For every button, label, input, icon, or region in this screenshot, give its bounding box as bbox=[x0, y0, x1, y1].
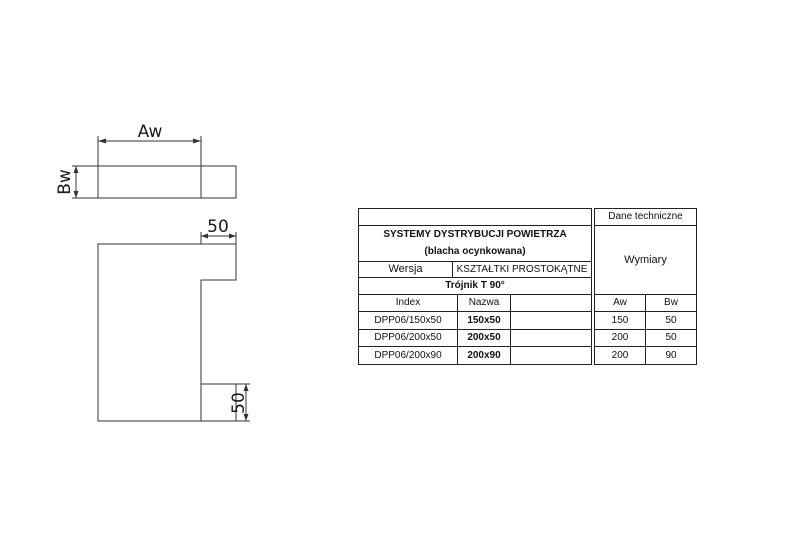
cross-section-outline bbox=[98, 166, 236, 198]
system-title: SYSTEMY DYSTRYBUCJI POWIETRZA bbox=[383, 228, 567, 240]
row-index: DPP06/200x90 bbox=[374, 349, 442, 361]
product-name: Trójnik T 90° bbox=[445, 280, 505, 292]
tee-outline bbox=[98, 244, 236, 421]
row-nazwa: 200x90 bbox=[467, 349, 501, 361]
row-index: DPP06/200x50 bbox=[374, 332, 442, 344]
wersja-value: KSZTAŁTKI PROSTOKĄTNE bbox=[456, 263, 588, 275]
material-label: (blacha ocynkowana) bbox=[424, 246, 526, 258]
header-bw: Bw bbox=[664, 297, 678, 309]
dim-bw-label: Bw bbox=[55, 169, 75, 195]
header-aw: Aw bbox=[613, 297, 627, 309]
dim-aw-label: Aw bbox=[137, 122, 163, 142]
dane-techniczne-label: Dane techniczne bbox=[608, 211, 683, 223]
header-nazwa: Nazwa bbox=[468, 297, 500, 309]
row-nazwa: 150x50 bbox=[467, 314, 501, 326]
row-bw: 50 bbox=[665, 332, 677, 344]
dim-top-50-label: 50 bbox=[207, 217, 229, 237]
row-aw: 200 bbox=[611, 349, 629, 361]
wersja-label: Wersja bbox=[388, 263, 423, 276]
header-index: Index bbox=[395, 297, 421, 309]
row-aw: 150 bbox=[611, 314, 629, 326]
wymiary-label: Wymiary bbox=[624, 253, 667, 266]
dim-side-50-label: 50 bbox=[229, 392, 249, 414]
row-aw: 200 bbox=[611, 332, 629, 344]
row-bw: 50 bbox=[665, 314, 677, 326]
row-index: DPP06/150x50 bbox=[374, 314, 442, 326]
row-bw: 90 bbox=[665, 349, 677, 361]
row-nazwa: 200x50 bbox=[467, 332, 501, 344]
